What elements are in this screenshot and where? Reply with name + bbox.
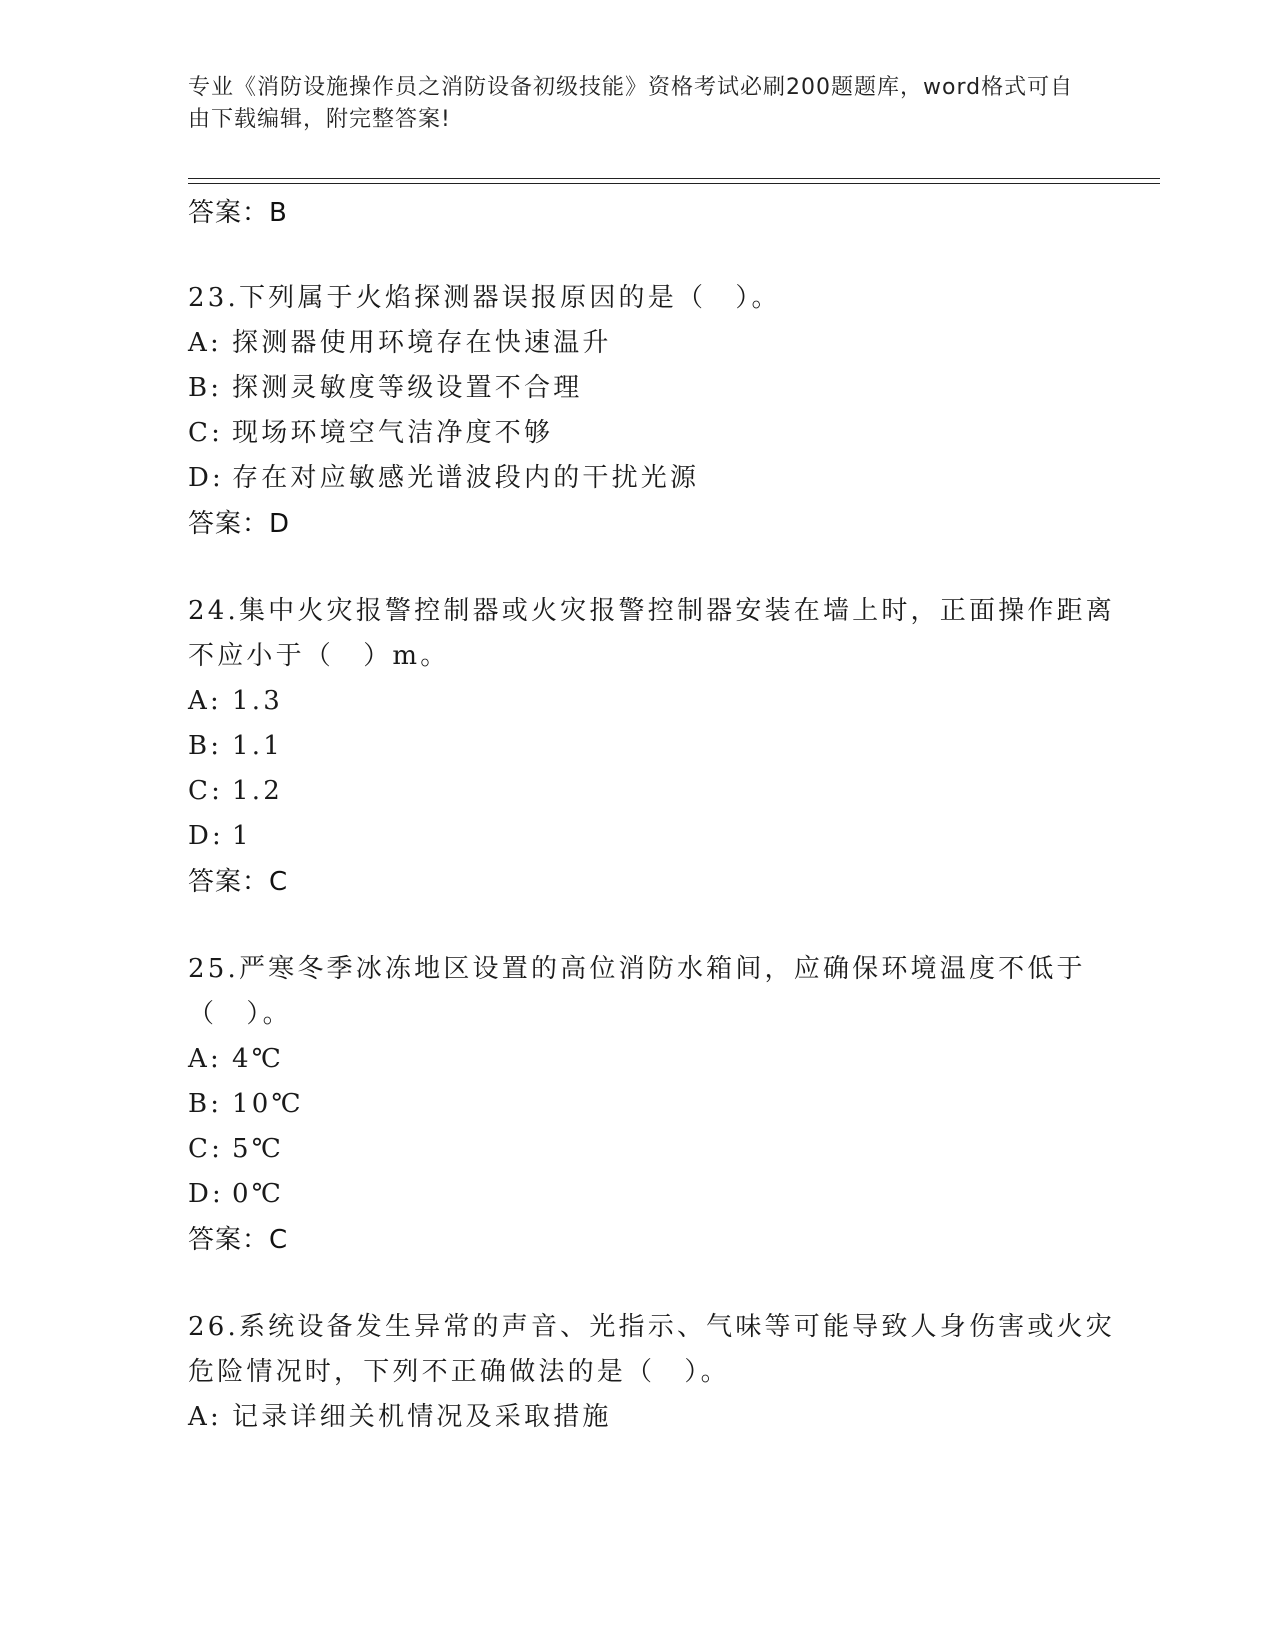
option-text: 0℃	[232, 1179, 285, 1209]
option-text: 1.1	[232, 731, 283, 761]
option-key: D:	[188, 463, 225, 493]
option-b	[188, 366, 1128, 411]
answer-label: 答案：C	[188, 1225, 289, 1255]
option-text: 5℃	[232, 1134, 285, 1164]
question-item	[188, 1305, 1128, 1440]
option-text: 探测灵敏度等级设置不合理	[232, 373, 583, 403]
option-b	[188, 724, 1128, 769]
option-key: B:	[188, 731, 223, 761]
option-text: 记录详细关机情况及采取措施	[232, 1402, 612, 1432]
header-divider-bottom	[188, 183, 1160, 184]
option-key: B:	[188, 373, 223, 403]
header-divider-top	[188, 178, 1160, 179]
page-header: 专业《消防设施操作员之消防设备初级技能》资格考试必刷200题题库，word格式可自由下载编辑，附完整答案!	[188, 75, 1074, 132]
option-d	[188, 814, 1128, 859]
option-text: 存在对应敏感光谱波段内的干扰光源	[232, 463, 700, 493]
option-key: C:	[188, 1134, 224, 1164]
option-key: B:	[188, 1089, 223, 1119]
question-item	[188, 947, 1128, 1263]
option-key: A:	[188, 328, 222, 358]
option-key: A:	[188, 686, 222, 716]
option-text: 1	[232, 821, 252, 851]
option-a	[188, 1037, 1128, 1082]
option-text: 4℃	[232, 1044, 285, 1074]
option-text: 1.3	[232, 686, 283, 716]
option-a	[188, 321, 1128, 366]
question-text: 26.系统设备发生异常的声音、光指示、气味等可能导致人身伤害或火灾危险情况时，下列不正确做法的是（ ）。	[188, 1312, 1115, 1387]
option-key: A:	[188, 1044, 222, 1074]
question-item	[188, 276, 1128, 547]
option-c	[188, 1127, 1128, 1172]
answer-label: 答案：B	[188, 198, 288, 228]
option-c	[188, 769, 1128, 814]
question-list	[188, 190, 1128, 1440]
option-text: 探测器使用环境存在快速温升	[232, 328, 612, 358]
question-text: 24.集中火灾报警控制器或火灾报警控制器安装在墙上时，正面操作距离不应小于（ ）m。	[188, 596, 1115, 671]
option-key: C:	[188, 776, 224, 806]
option-text: 现场环境空气洁净度不够	[232, 418, 554, 448]
option-text: 1.2	[232, 776, 283, 806]
answer-label: 答案：D	[188, 509, 291, 539]
option-text: 10℃	[232, 1089, 304, 1119]
option-b	[188, 1082, 1128, 1127]
option-key: D:	[188, 1179, 225, 1209]
answer-label: 答案：C	[188, 867, 289, 897]
option-d	[188, 456, 1128, 501]
question-text: 23.下列属于火焰探测器误报原因的是（ ）。	[188, 283, 781, 313]
question-text: 25.严寒冬季冰冻地区设置的高位消防水箱间，应确保环境温度不低于（ ）。	[188, 954, 1086, 1029]
option-key: C:	[188, 418, 224, 448]
option-c	[188, 411, 1128, 456]
option-key: D:	[188, 821, 225, 851]
option-a	[188, 679, 1128, 724]
question-item	[188, 589, 1128, 905]
option-d	[188, 1172, 1128, 1217]
option-key: A:	[188, 1402, 222, 1432]
option-a	[188, 1395, 1128, 1440]
